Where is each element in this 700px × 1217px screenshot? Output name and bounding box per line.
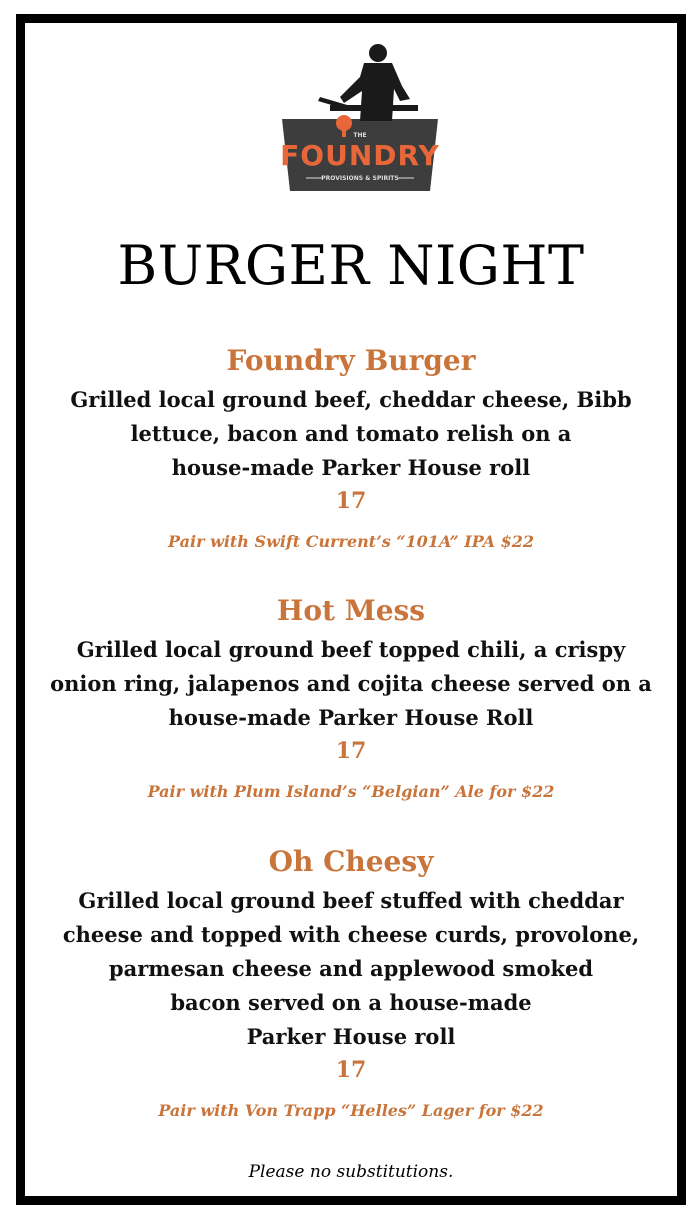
item-description	[25, 884, 677, 1054]
description-line: Parker House roll	[246, 1024, 456, 1049]
item-description	[25, 383, 677, 485]
description-line: onion ring, jalapenos and cojita cheese served on a	[50, 671, 652, 696]
item-description	[25, 633, 677, 735]
svg-text:FOUNDRY: FOUNDRY	[280, 139, 440, 172]
item-name: Hot Mess	[276, 594, 426, 627]
blacksmith-figure-icon	[260, 41, 460, 191]
description-line: Grilled local ground beef topped chili, a crispy	[76, 637, 626, 662]
menu-frame	[16, 14, 686, 1205]
description-line: bacon served on a house-made	[170, 990, 532, 1015]
item-pairing: Pair with Von Trapp “Helles” Lager for $22	[158, 1101, 544, 1120]
menu-item-hot-mess	[25, 593, 677, 803]
foundry-logo	[260, 41, 460, 191]
description-line: parmesan cheese and applewood smoked	[108, 956, 594, 981]
item-name: Foundry Burger	[226, 344, 476, 377]
svg-text:PROVISIONS & SPIRITS: PROVISIONS & SPIRITS	[321, 175, 399, 182]
menu-item-oh-cheesy	[25, 844, 677, 1122]
page-title: BURGER NIGHT	[117, 234, 585, 297]
description-line: cheese and topped with cheese curds, provolone,	[62, 922, 640, 947]
item-price: 17	[335, 738, 367, 764]
description-line: house-made Parker House Roll	[168, 705, 534, 730]
item-name: Oh Cheesy	[268, 845, 434, 878]
description-line: house-made Parker House roll	[171, 455, 531, 480]
description-line: Grilled local ground beef, cheddar cheese, Bibb	[70, 387, 632, 412]
menu-item-foundry-burger	[25, 343, 677, 553]
description-line: Grilled local ground beef stuffed with cheddar	[78, 888, 624, 913]
item-price: 17	[335, 488, 367, 514]
description-line: lettuce, bacon and tomato relish on a	[130, 421, 572, 446]
svg-text:THE: THE	[353, 132, 367, 139]
item-price: 17	[335, 1057, 367, 1083]
item-pairing: Pair with Swift Current’s “101A” IPA $22	[168, 532, 534, 551]
item-pairing: Pair with Plum Island’s “Belgian” Ale for $22	[147, 782, 555, 801]
substitutions-note: Please no substitutions.	[248, 1162, 454, 1182]
